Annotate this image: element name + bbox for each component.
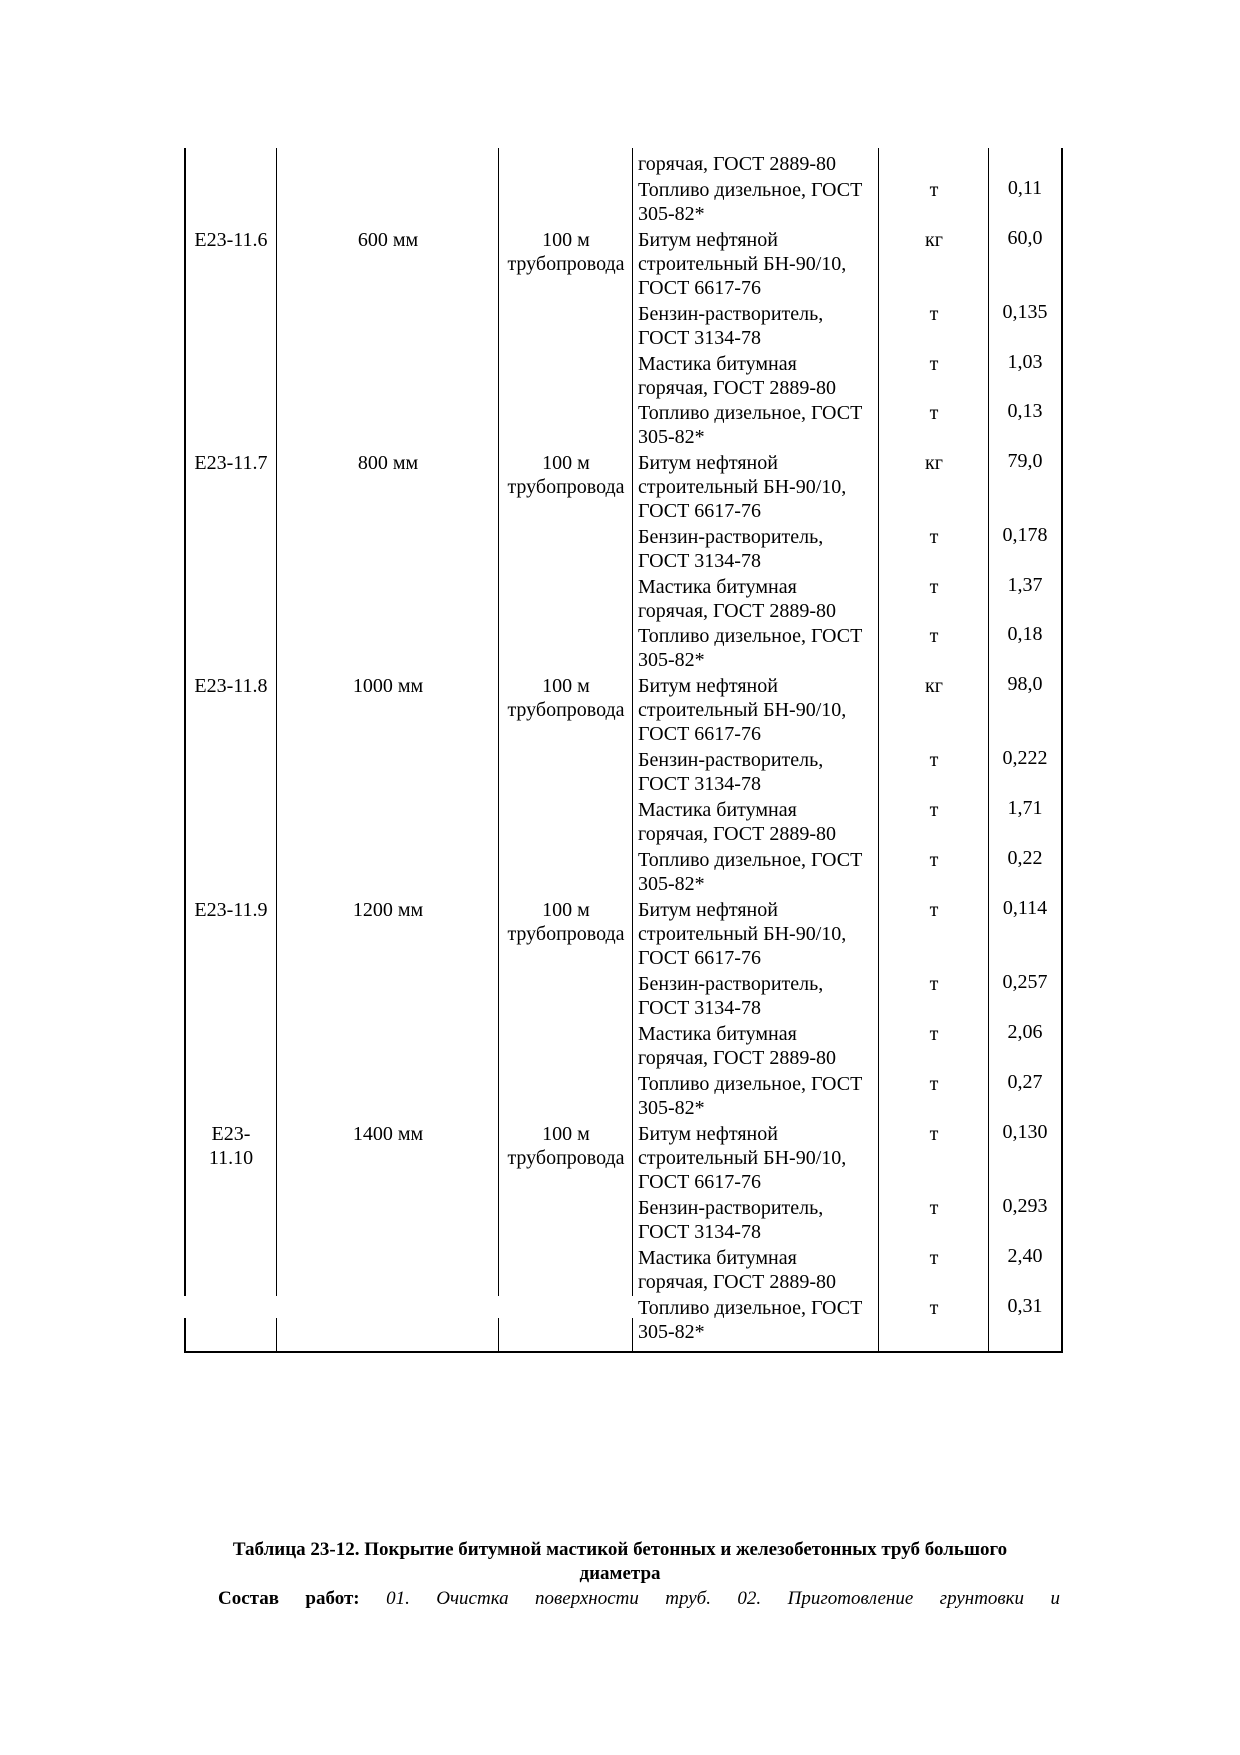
resource-quantity: 2,06 <box>1007 1021 1043 1043</box>
resource-name: Топливо дизельное, ГОСТ 305-82* <box>638 1297 863 1343</box>
resource-name: Битум нефтяной строительный БН-90/10, ГОСТ 6617-76 <box>638 1123 847 1193</box>
resource-name: Мастика битумная горячая, ГОСТ 2889-80 <box>638 1023 837 1069</box>
resource-quantity: 0,130 <box>1002 1121 1048 1143</box>
work-composition-label: Состав работ: <box>218 1588 360 1609</box>
resource-unit: т <box>929 1297 939 1319</box>
resource-quantity: 0,222 <box>1002 747 1048 769</box>
table-border-right <box>1061 148 1063 1351</box>
resource-quantity: 0,31 <box>1007 1295 1043 1317</box>
resource-unit: кг <box>925 229 943 251</box>
resource-name: Битум нефтяной строительный БН-90/10, ГОСТ 6617-76 <box>638 229 847 299</box>
resource-name: Битум нефтяной строительный БН-90/10, ГОСТ 6617-76 <box>638 675 847 745</box>
resource-quantity: 1,03 <box>1007 351 1043 373</box>
column-divider <box>498 148 499 1351</box>
pipe-diameter: 1200 мм <box>352 899 424 921</box>
resource-name: Битум нефтяной строительный БН-90/10, ГОСТ 6617-76 <box>638 452 847 522</box>
norms-table <box>184 148 1063 1353</box>
rate-code: Е23-11.6 <box>194 229 268 251</box>
resource-name: Топливо дизельное, ГОСТ 305-82* <box>638 625 863 671</box>
resource-unit: т <box>929 353 939 375</box>
table-border-left <box>184 148 186 1351</box>
resource-quantity: 0,293 <box>1002 1195 1048 1217</box>
resource-quantity: 60,0 <box>1007 227 1043 249</box>
resource-quantity: 98,0 <box>1007 673 1043 695</box>
resource-unit: т <box>929 625 939 647</box>
pipe-diameter: 1400 мм <box>352 1123 424 1145</box>
resource-quantity: 0,27 <box>1007 1071 1043 1093</box>
resource-unit: т <box>929 402 939 424</box>
column-divider <box>632 148 633 1351</box>
resource-name: Топливо дизельное, ГОСТ 305-82* <box>638 1073 863 1119</box>
resource-unit: т <box>929 1023 939 1045</box>
resource-name: Бензин-растворитель, ГОСТ 3134-78 <box>638 526 824 572</box>
resource-name: Бензин-растворитель, ГОСТ 3134-78 <box>638 973 824 1019</box>
resource-unit: т <box>929 749 939 771</box>
resource-quantity: 0,257 <box>1002 971 1048 993</box>
resource-name: Топливо дизельное, ГОСТ 305-82* <box>638 179 863 225</box>
unit-of-measure: 100 м трубопровода <box>507 1123 625 1169</box>
work-composition <box>180 1587 1060 1611</box>
rate-code: Е23- 11.10 <box>208 1123 254 1169</box>
column-divider <box>878 148 879 1351</box>
resource-quantity: 79,0 <box>1007 450 1043 472</box>
resource-unit: т <box>929 899 939 921</box>
resource-unit: т <box>929 576 939 598</box>
pipe-diameter: 600 мм <box>357 229 419 251</box>
rate-code: Е23-11.8 <box>194 675 268 697</box>
resource-name: Бензин-растворитель, ГОСТ 3134-78 <box>638 303 824 349</box>
resource-quantity: 0,18 <box>1007 623 1043 645</box>
resource-unit: кг <box>925 675 943 697</box>
resource-unit: т <box>929 849 939 871</box>
resource-unit: т <box>929 1123 939 1145</box>
resource-name: Топливо дизельное, ГОСТ 305-82* <box>638 849 863 895</box>
resource-quantity: 1,37 <box>1007 574 1043 596</box>
column-divider <box>988 148 989 1351</box>
resource-unit: т <box>929 1247 939 1269</box>
resource-name: Бензин-растворитель, ГОСТ 3134-78 <box>638 749 824 795</box>
resource-quantity: 0,114 <box>1002 897 1048 919</box>
rate-code: Е23-11.7 <box>194 452 268 474</box>
resource-quantity: 0,22 <box>1007 847 1043 869</box>
resource-name: Бензин-растворитель, ГОСТ 3134-78 <box>638 1197 824 1243</box>
resource-quantity: 1,71 <box>1007 797 1043 819</box>
pipe-diameter: 1000 мм <box>352 675 424 697</box>
rate-code: Е23-11.9 <box>194 899 268 921</box>
resource-unit: т <box>929 1197 939 1219</box>
pipe-diameter: 800 мм <box>357 452 419 474</box>
resource-unit: т <box>929 303 939 325</box>
resource-name: Мастика битумная горячая, ГОСТ 2889-80 <box>638 799 837 845</box>
resource-quantity: 0,13 <box>1007 400 1043 422</box>
resource-unit: т <box>929 1073 939 1095</box>
resource-quantity: 0,178 <box>1002 524 1048 546</box>
resource-name: Мастика битумная горячая, ГОСТ 2889-80 <box>638 353 837 399</box>
work-composition-text: 01. Очистка поверхности труб. 02. Приготовление грунтовки и <box>386 1588 1060 1609</box>
unit-of-measure: 100 м трубопровода <box>507 452 625 498</box>
resource-name: Мастика битумная горячая, ГОСТ 2889-80 <box>638 1247 837 1293</box>
resource-quantity: 0,11 <box>1007 177 1043 199</box>
resource-name: Топливо дизельное, ГОСТ 305-82* <box>638 402 863 448</box>
column-divider <box>276 148 277 1351</box>
resource-unit: т <box>929 526 939 548</box>
unit-of-measure: 100 м трубопровода <box>507 229 625 275</box>
resource-name-continuation: горячая, ГОСТ 2889-80 <box>638 153 837 175</box>
resource-name: Битум нефтяной строительный БН-90/10, ГОСТ 6617-76 <box>638 899 847 969</box>
table-caption: Таблица 23-12. Покрытие битумной мастикой бетонных и железобетонных труб большого диаметра <box>232 1539 1008 1584</box>
resource-unit: т <box>929 179 939 201</box>
resource-unit: кг <box>925 452 943 474</box>
resource-unit: т <box>929 973 939 995</box>
unit-of-measure: 100 м трубопровода <box>507 675 625 721</box>
resource-unit: т <box>929 799 939 821</box>
resource-name: Мастика битумная горячая, ГОСТ 2889-80 <box>638 576 837 622</box>
resource-quantity: 2,40 <box>1007 1245 1043 1267</box>
unit-of-measure: 100 м трубопровода <box>507 899 625 945</box>
resource-quantity: 0,135 <box>1002 301 1048 323</box>
